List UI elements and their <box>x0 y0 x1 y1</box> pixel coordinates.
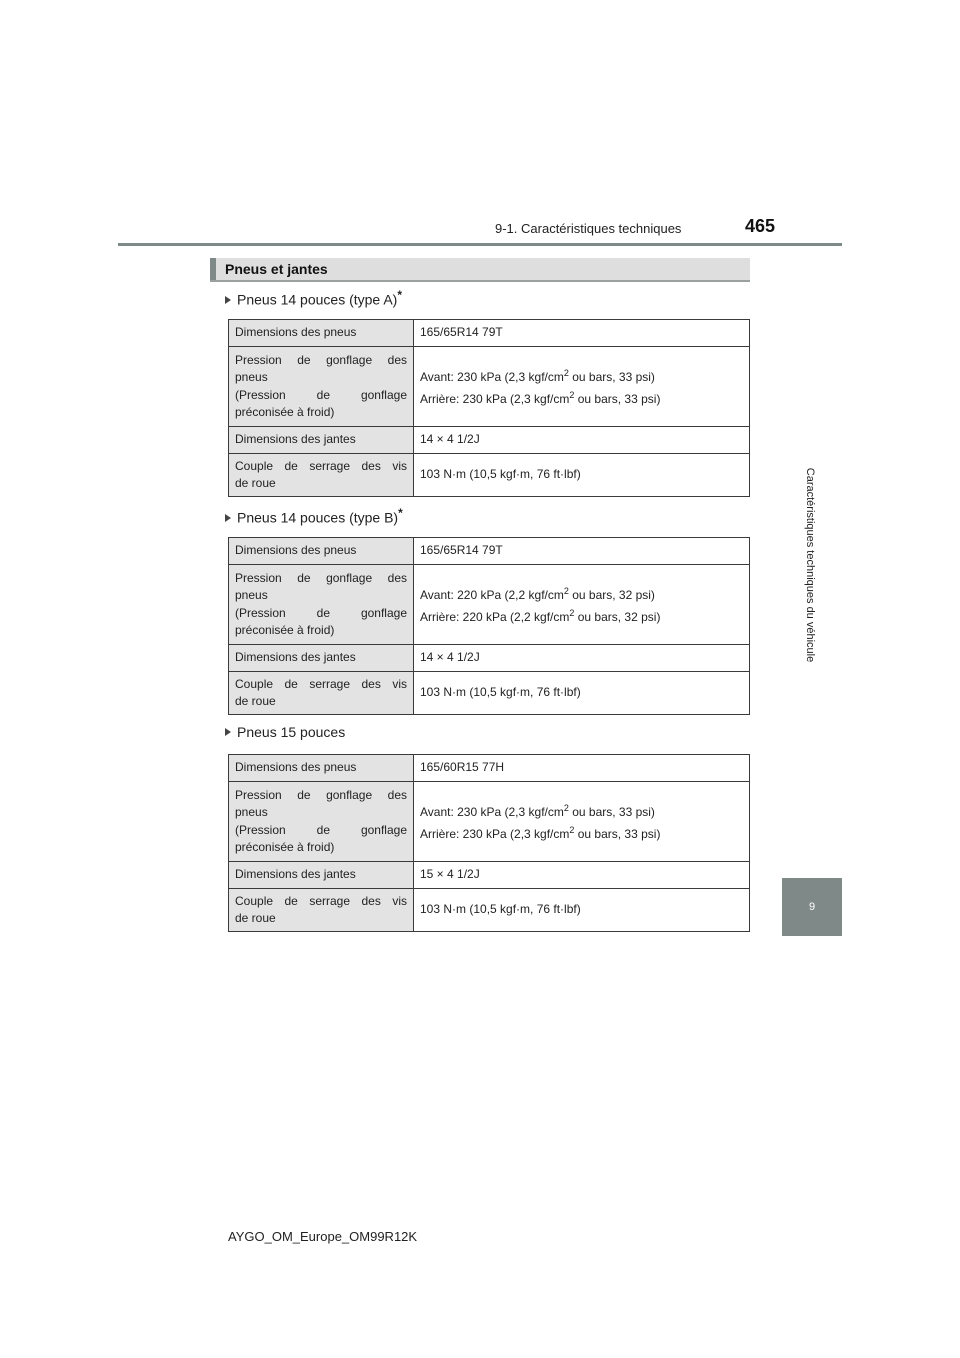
triangle-bullet-icon <box>225 514 231 522</box>
value-text: Avant: 230 kPa (2,3 kgf/cm <box>420 805 564 819</box>
row-label-line: de roue <box>235 476 276 490</box>
section-header-bar <box>210 258 216 280</box>
row-value <box>414 565 750 645</box>
row-label-line: pneus <box>235 588 268 602</box>
footnote-mark: * <box>397 288 402 302</box>
subheading-14in-type-a <box>225 288 402 308</box>
spec-table-14in-type-b <box>228 537 750 715</box>
chapter-tab <box>782 878 842 936</box>
row-value-line: 15 × 4 1/2J <box>420 867 480 882</box>
row-value-line <box>420 583 743 605</box>
superscript: 2 <box>563 368 569 378</box>
table-row <box>229 427 750 454</box>
row-label-line: Couple de serrage des vis <box>235 893 407 908</box>
row-value-line: 103 N·m (10,5 kgf·m, 76 ft·lbf) <box>420 685 581 700</box>
spec-table-15in <box>228 754 750 932</box>
footnote-mark: * <box>398 506 403 520</box>
row-label <box>229 645 414 672</box>
value-text: ou bars, 33 psi) <box>568 805 655 819</box>
subheading-15in <box>225 724 345 740</box>
table-row <box>229 347 750 427</box>
row-value-line: 103 N·m (10,5 kgf·m, 76 ft·lbf) <box>420 467 581 482</box>
row-label <box>229 565 414 645</box>
superscript: 2 <box>563 803 569 813</box>
row-label <box>229 782 414 862</box>
table-row <box>229 755 750 782</box>
row-label-line: Dimensions des pneus <box>235 325 357 340</box>
section-header <box>210 258 750 282</box>
superscript: 2 <box>569 824 575 835</box>
document-id: AYGO_OM_Europe_OM99R12K <box>228 1229 418 1244</box>
value-text: Arrière: 230 kPa (2,3 kgf/cm <box>420 826 570 841</box>
row-label-line: Pression de gonflage des <box>235 787 407 802</box>
value-text: ou bars, 33 psi) <box>568 370 655 384</box>
header-rule <box>118 243 842 246</box>
row-label-line: Dimensions des jantes <box>235 650 356 665</box>
row-label <box>229 427 414 454</box>
chapter-side-label <box>801 258 819 872</box>
row-label-line: préconisée à froid) <box>235 623 335 637</box>
row-value-line: 14 × 4 1/2J <box>420 650 480 665</box>
row-value-line: 165/65R14 79T <box>420 543 503 558</box>
table-row <box>229 645 750 672</box>
row-value-line <box>420 365 743 387</box>
page-number: 465 <box>745 216 776 236</box>
row-label <box>229 347 414 427</box>
row-value <box>414 672 750 715</box>
value-text: ou bars, 32 psi) <box>568 588 655 602</box>
row-value-line <box>420 822 743 844</box>
value-text: ou bars, 32 psi) <box>574 609 661 624</box>
row-value <box>414 862 750 889</box>
row-label-line: (Pression de gonflage <box>235 822 407 837</box>
value-text: Arrière: 230 kPa (2,3 kgf/cm <box>420 391 570 406</box>
row-value-line: 165/60R15 77H <box>420 760 505 775</box>
row-value-line <box>420 800 743 822</box>
row-label-line: (Pression de gonflage <box>235 387 407 402</box>
row-label <box>229 862 414 889</box>
row-label-line: (Pression de gonflage <box>235 605 407 620</box>
row-label <box>229 538 414 565</box>
table-row <box>229 782 750 862</box>
table-row <box>229 538 750 565</box>
running-header-section: 9-1. Caractéristiques techniques <box>495 221 682 236</box>
row-label-line: de roue <box>235 694 276 708</box>
chapter-title: Caractéristiques techniques du véhicule <box>804 467 817 663</box>
table-row <box>229 889 750 932</box>
triangle-bullet-icon <box>225 296 231 304</box>
row-value <box>414 538 750 565</box>
row-label-line: Couple de serrage des vis <box>235 676 407 691</box>
row-label-line: Dimensions des jantes <box>235 867 356 882</box>
triangle-bullet-icon <box>225 728 231 736</box>
row-value-line: 103 N·m (10,5 kgf·m, 76 ft·lbf) <box>420 902 581 917</box>
row-label-line: pneus <box>235 370 268 384</box>
table-row <box>229 862 750 889</box>
row-label <box>229 454 414 497</box>
section-title: Pneus et jantes <box>225 261 328 277</box>
row-label <box>229 889 414 932</box>
row-label-line: Pression de gonflage des <box>235 570 407 585</box>
row-label <box>229 320 414 347</box>
row-label-line: Dimensions des jantes <box>235 432 356 447</box>
superscript: 2 <box>563 586 569 596</box>
row-label-line: pneus <box>235 805 268 819</box>
row-label-line: Couple de serrage des vis <box>235 458 407 473</box>
superscript: 2 <box>569 607 575 618</box>
row-value <box>414 645 750 672</box>
row-label-line: Dimensions des pneus <box>235 760 357 775</box>
row-value <box>414 347 750 427</box>
row-label <box>229 672 414 715</box>
value-text: Avant: 230 kPa (2,3 kgf/cm <box>420 370 564 384</box>
row-label <box>229 755 414 782</box>
value-text: ou bars, 33 psi) <box>574 826 661 841</box>
table-row <box>229 565 750 645</box>
row-value <box>414 782 750 862</box>
table-row <box>229 320 750 347</box>
superscript: 2 <box>569 389 575 400</box>
value-text: Arrière: 220 kPa (2,2 kgf/cm <box>420 609 570 624</box>
row-label-line: Dimensions des pneus <box>235 543 357 558</box>
subheading-text: Pneus 14 pouces (type A) <box>237 291 398 308</box>
table-row <box>229 454 750 497</box>
value-text: ou bars, 33 psi) <box>574 391 661 406</box>
row-value <box>414 755 750 782</box>
row-value-line <box>420 605 743 627</box>
subheading-14in-type-b <box>225 506 403 526</box>
subheading-text: Pneus 15 pouces <box>237 724 346 740</box>
row-label-line: préconisée à froid) <box>235 405 335 419</box>
row-label-line: préconisée à froid) <box>235 840 335 854</box>
row-value-line <box>420 387 743 409</box>
row-value-line: 165/65R14 79T <box>420 325 503 340</box>
row-value <box>414 889 750 932</box>
row-value <box>414 454 750 497</box>
table-row <box>229 672 750 715</box>
row-value-line: 14 × 4 1/2J <box>420 432 480 447</box>
chapter-number: 9 <box>808 901 816 913</box>
value-text: Avant: 220 kPa (2,2 kgf/cm <box>420 588 564 602</box>
row-value <box>414 320 750 347</box>
subheading-text: Pneus 14 pouces (type B) <box>237 509 399 526</box>
spec-table-14in-type-a <box>228 319 750 497</box>
row-value <box>414 427 750 454</box>
row-label-line: de roue <box>235 911 276 925</box>
row-label-line: Pression de gonflage des <box>235 352 407 367</box>
